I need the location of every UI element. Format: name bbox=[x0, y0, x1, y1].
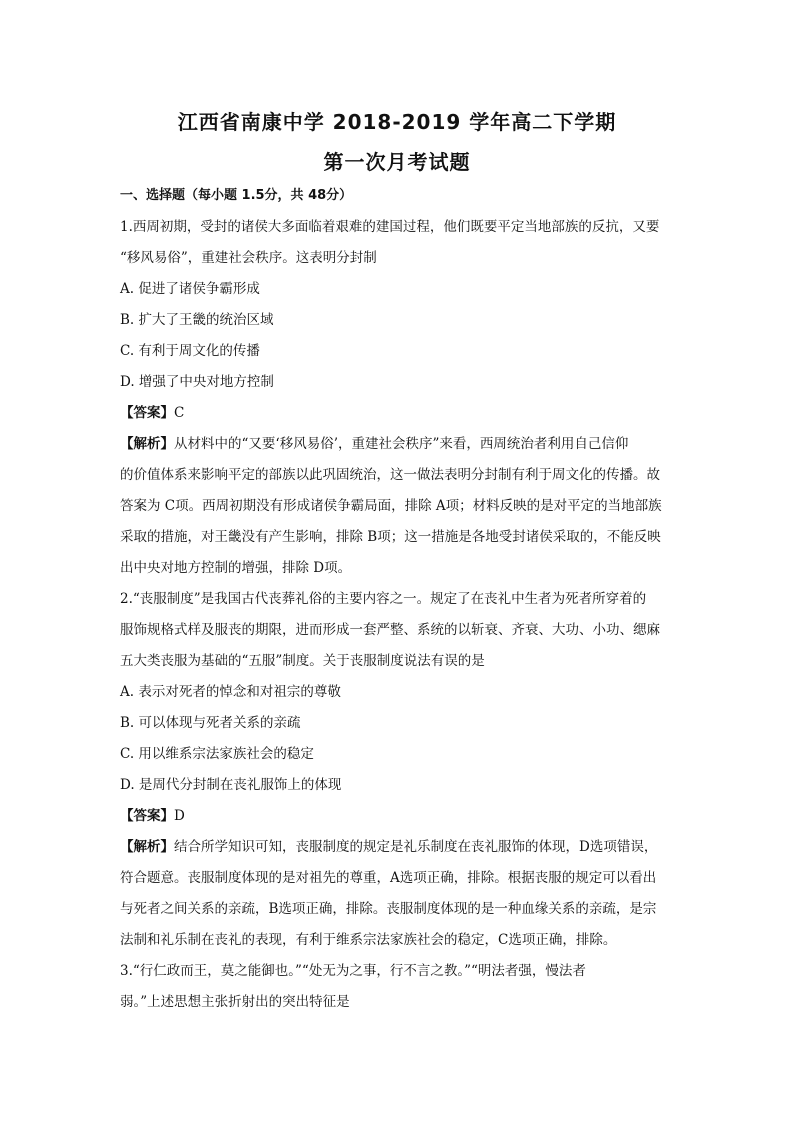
question-1-analysis-line-3: 答案为 C项。西周初期没有形成诸侯争霸局面，排除 A项；材料反映的是对平定的当地部族 bbox=[120, 498, 662, 514]
question-2-analysis-line-4: 法制和礼乐制在丧礼的表现，有利于维系宗法家族社会的稳定，C选项正确，排除。 bbox=[120, 932, 617, 948]
question-1-analysis-line-4: 采取的措施，对王畿没有产生影响，排除 B项；这一措施是各地受封诸侯采取的，不能反映 bbox=[120, 529, 661, 545]
question-2-analysis-line-1 bbox=[120, 832, 680, 863]
question-2-option-c: C. 用以维系宗法家族社会的稳定 bbox=[120, 746, 314, 762]
question-1-analysis-line-2: 的价值体系来影响平定的部族以此巩固统治，这一做法表明分封制有利于周文化的传播。故 bbox=[120, 467, 660, 483]
analysis-text: 从材料中的“又要‘移风易俗’，重建社会秩序”来看，西周统治者利用自己信仰 bbox=[174, 436, 629, 452]
question-1 bbox=[120, 212, 680, 584]
question-2-option-d: D. 是周代分封制在丧礼服饰上的体现 bbox=[120, 777, 342, 793]
question-2-answer bbox=[120, 801, 680, 832]
question-3 bbox=[120, 956, 680, 1018]
question-2-stem-line-2: 服饰规格式样及服丧的期限，进而形成一套严整、系统的以斩衰、齐衰、大功、小功、缌麻 bbox=[120, 622, 660, 638]
exam-title: 江西省南康中学 2018-2019 学年高二下学期 bbox=[177, 110, 617, 134]
question-1-analysis-line-1 bbox=[120, 429, 680, 460]
analysis-text: 结合所学知识可知，丧服制度的规定是礼乐制度在丧礼服饰的体现，D选项错误， bbox=[174, 839, 658, 855]
question-1-stem-line-2: “移风易俗”，重建社会秩序。这表明分封制 bbox=[120, 250, 377, 266]
section-heading: 一、选择题（每小题 1.5分，共 48分） bbox=[120, 188, 353, 203]
analysis-tag: 【解析】 bbox=[120, 436, 174, 452]
answer-tag: 【答案】 bbox=[120, 808, 174, 824]
answer-value: C bbox=[174, 405, 185, 421]
question-2 bbox=[120, 584, 680, 956]
question-2-stem-line-1: 2.“丧服制度”是我国古代丧葬礼俗的主要内容之一。规定了在丧礼中生者为死者所穿着的 bbox=[120, 591, 647, 607]
question-1-answer bbox=[120, 398, 680, 429]
question-2-option-a: A. 表示对死者的悼念和对祖宗的尊敬 bbox=[120, 684, 341, 700]
question-2-analysis-line-3: 与死者之间关系的亲疏，B选项正确，排除。丧服制度体现的是一种血缘关系的亲疏，是宗 bbox=[120, 901, 657, 917]
answer-value: D bbox=[174, 808, 185, 824]
question-2-analysis-line-2: 符合题意。丧服制度体现的是对祖先的尊重，A选项正确，排除。根据丧服的规定可以看出 bbox=[120, 870, 657, 886]
question-1-option-a: A. 促进了诸侯争霸形成 bbox=[120, 281, 260, 297]
question-3-stem-line-2: 弱。”上述思想主张折射出的突出特征是 bbox=[120, 994, 350, 1010]
exam-content bbox=[120, 186, 680, 1018]
question-1-option-c: C. 有利于周文化的传播 bbox=[120, 343, 260, 359]
question-3-stem-line-1: 3.“行仁政而王，莫之能御也。”“处无为之事，行不言之教。”“明法者强，慢法者 bbox=[120, 963, 586, 979]
exam-subtitle: 第一次月考试题 bbox=[323, 150, 471, 174]
answer-tag: 【答案】 bbox=[120, 405, 174, 421]
analysis-tag: 【解析】 bbox=[120, 839, 174, 855]
question-1-stem-line-1: 1.西周初期，受封的诸侯大多面临着艰难的建国过程，他们既要平定当地部族的反抗，又要 bbox=[120, 219, 660, 235]
question-2-option-b: B. 可以体现与死者关系的亲疏 bbox=[120, 715, 301, 731]
question-1-analysis-line-5: 出中央对地方控制的增强，排除 D项。 bbox=[120, 560, 352, 576]
question-1-option-d: D. 增强了中央对地方控制 bbox=[120, 374, 274, 390]
question-2-stem-line-3: 五大类丧服为基础的“五服”制度。关于丧服制度说法有误的是 bbox=[120, 653, 485, 669]
question-1-option-b: B. 扩大了王畿的统治区域 bbox=[120, 312, 274, 328]
